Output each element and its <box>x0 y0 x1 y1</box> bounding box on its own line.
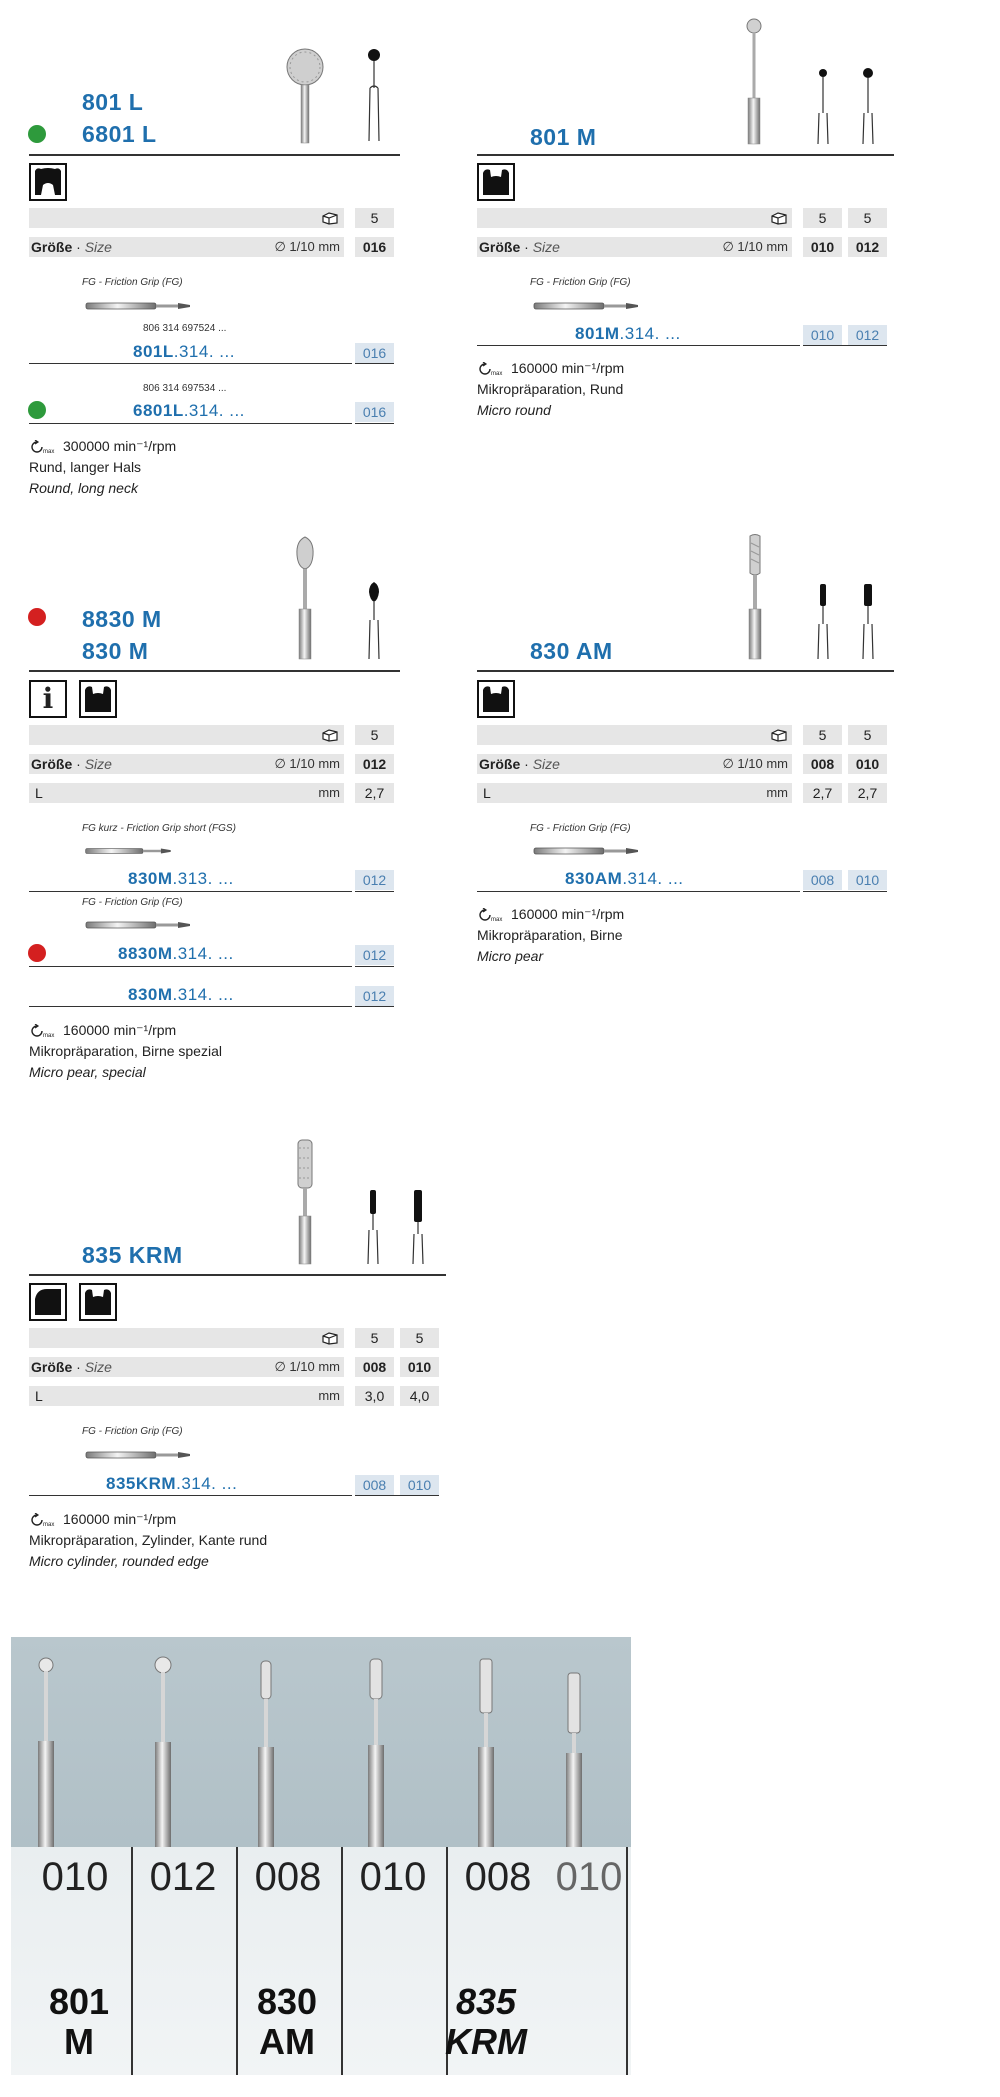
size-value: 012 <box>355 754 394 774</box>
rpm-icon <box>29 1024 57 1038</box>
size-value: 008 <box>803 754 842 774</box>
underline <box>477 891 800 892</box>
order-size[interactable]: 010 <box>848 870 887 890</box>
product-title-835krm: 835 KRM <box>82 1242 183 1268</box>
max-rpm: 160000 min⁻¹/rpm <box>63 1511 177 1527</box>
product-title-6801l: 6801 L <box>82 121 157 147</box>
order-size[interactable]: 010 <box>400 1475 439 1495</box>
size-value: 012 <box>848 237 887 257</box>
underline <box>355 966 394 967</box>
size-value: 016 <box>355 237 394 257</box>
bur-outline-830am-010 <box>857 582 879 660</box>
size-unit: ∅ 1/10 mm <box>722 756 788 771</box>
size-label: Größe · Size <box>31 239 112 255</box>
tooth-icon <box>477 680 515 718</box>
bur-image-830am <box>740 533 770 660</box>
order-code[interactable]: 8830M.314. ... <box>118 944 234 963</box>
order-code[interactable]: 801M.314. ... <box>575 324 681 343</box>
status-dot-green <box>28 401 46 419</box>
order-size[interactable]: 008 <box>355 1475 394 1495</box>
bur-image-830m <box>290 535 320 660</box>
order-size[interactable]: 008 <box>803 870 842 890</box>
package-icon <box>771 728 787 742</box>
pack-row <box>477 208 792 228</box>
underline <box>29 966 352 967</box>
bur-outline-801m-012 <box>857 68 879 145</box>
underline <box>355 423 394 424</box>
shank-type-label: FG - Friction Grip (FG) <box>82 277 183 288</box>
rpm-icon <box>29 440 57 454</box>
pack-qty: 5 <box>355 725 394 745</box>
bur-outline-830m <box>362 580 387 660</box>
bur-image-801m <box>740 18 770 145</box>
description-en: Micro pear, special <box>29 1064 146 1080</box>
bur-outline-830am-008 <box>812 582 834 660</box>
pack-qty: 5 <box>355 208 394 228</box>
order-size[interactable]: 016 <box>355 402 394 422</box>
pack-row <box>29 208 344 228</box>
underline <box>29 891 352 892</box>
status-dot-green <box>28 125 46 143</box>
underline <box>29 1495 352 1496</box>
shank-type-label: FG - Friction Grip (FG) <box>530 823 631 834</box>
length-value: 3,0 <box>355 1386 394 1406</box>
description-en: Micro cylinder, rounded edge <box>29 1553 209 1569</box>
size-unit: ∅ 1/10 mm <box>722 239 788 254</box>
pack-qty: 5 <box>848 208 887 228</box>
order-code[interactable]: 830M.314. ... <box>128 985 234 1004</box>
ref-number: 806 314 697524 ... <box>143 323 227 334</box>
package-icon <box>322 211 338 225</box>
bur-image-835krm <box>290 1138 320 1265</box>
size-value: 010 <box>803 237 842 257</box>
photo-bur-830am-008 <box>251 1659 281 1859</box>
underline <box>29 1006 352 1007</box>
size-label: Größe · Size <box>31 1359 112 1375</box>
photo-size: 012 <box>149 1855 217 1899</box>
photo-size: 010 <box>41 1855 109 1899</box>
shank-type-label: FG - Friction Grip (FG) <box>530 277 631 288</box>
divider <box>477 154 894 156</box>
underline <box>803 891 887 892</box>
divider <box>29 1274 446 1276</box>
size-label: Größe · Size <box>479 239 560 255</box>
underline <box>29 363 352 364</box>
photo-label-835krm: 835 KRM <box>445 1981 527 2062</box>
order-code[interactable]: 830M.313. ... <box>128 869 234 888</box>
shank-icon <box>84 919 194 931</box>
description-de: Mikropräparation, Rund <box>477 381 624 397</box>
size-label: Größe · Size <box>479 756 560 772</box>
shank-icon <box>84 300 194 312</box>
order-size[interactable]: 012 <box>355 870 394 890</box>
length-unit: mm <box>766 785 788 800</box>
package-icon <box>322 728 338 742</box>
underline <box>355 363 394 364</box>
length-unit: mm <box>318 785 340 800</box>
status-dot-red <box>28 944 46 962</box>
tooth-icon <box>79 680 117 718</box>
divider <box>477 670 894 672</box>
tooth-icon <box>29 1283 67 1321</box>
shank-short-icon <box>84 845 174 857</box>
product-title-8830m: 8830 M <box>82 606 162 632</box>
pack-qty: 5 <box>803 208 842 228</box>
max-rpm: 160000 min⁻¹/rpm <box>511 360 625 376</box>
underline <box>803 345 887 346</box>
product-title-830am: 830 AM <box>530 638 613 664</box>
shank-icon <box>532 300 642 312</box>
tooth-icon <box>79 1283 117 1321</box>
pack-qty: 5 <box>400 1328 439 1348</box>
description-de: Mikropräparation, Zylinder, Kante rund <box>29 1532 268 1548</box>
order-size[interactable]: 012 <box>848 325 887 345</box>
size-unit: ∅ 1/10 mm <box>274 239 340 254</box>
description-en: Round, long neck <box>29 480 138 496</box>
product-title-801l: 801 L <box>82 89 144 115</box>
photo-bur-835krm-008 <box>471 1657 501 1857</box>
photo-label-830am: 830 AM <box>256 1981 318 2062</box>
bur-image-801l <box>285 45 330 145</box>
pack-qty: 5 <box>848 725 887 745</box>
order-code[interactable]: 835KRM.314. ... <box>106 1474 238 1493</box>
order-code[interactable]: 830AM.314. ... <box>565 869 684 888</box>
divider <box>29 670 400 672</box>
size-value: 010 <box>848 754 887 774</box>
order-size[interactable]: 012 <box>355 945 394 965</box>
ref-number: 806 314 697534 ... <box>143 383 227 394</box>
rpm-icon <box>477 362 505 376</box>
pack-qty: 5 <box>355 1328 394 1348</box>
max-rpm: 160000 min⁻¹/rpm <box>511 906 625 922</box>
shank-type-label: FG - Friction Grip (FG) <box>82 1426 183 1437</box>
pack-row <box>29 1328 344 1348</box>
underline <box>477 345 800 346</box>
bur-outline-801m-010 <box>812 68 834 145</box>
underline <box>29 423 352 424</box>
length-value: 2,7 <box>803 783 842 803</box>
photo-bur-830am-010 <box>361 1657 391 1857</box>
pack-row <box>29 725 344 745</box>
bur-outline-801l <box>362 48 387 143</box>
length-value: 2,7 <box>355 783 394 803</box>
tooth-icon <box>477 163 515 201</box>
length-value: 4,0 <box>400 1386 439 1406</box>
shank-type-label: FG - Friction Grip (FG) <box>82 897 183 908</box>
photo-size: 010 <box>359 1855 427 1899</box>
description-en: Micro pear <box>477 948 544 964</box>
package-icon <box>771 211 787 225</box>
underline <box>355 891 394 892</box>
underline <box>355 1006 394 1007</box>
shank-icon <box>532 845 642 857</box>
product-title-830m: 830 M <box>82 638 149 664</box>
description-de: Rund, langer Hals <box>29 459 142 475</box>
photo-label-801m: 801 M <box>48 1981 110 2062</box>
pack-row <box>477 725 792 745</box>
rpm-icon <box>477 908 505 922</box>
order-code[interactable]: 6801L.314. ... <box>133 401 245 420</box>
info-icon[interactable]: i <box>29 680 67 718</box>
order-size[interactable]: 012 <box>355 986 394 1006</box>
rpm-icon <box>29 1513 57 1527</box>
length-label: L <box>483 785 491 801</box>
length-label: L <box>35 785 43 801</box>
shank-icon <box>84 1449 194 1461</box>
description-en: Micro round <box>477 402 551 418</box>
order-size[interactable]: 016 <box>355 343 394 363</box>
product-photo <box>11 1637 631 2075</box>
pack-qty: 5 <box>803 725 842 745</box>
length-label: L <box>35 1388 43 1404</box>
photo-size: 010 <box>555 1855 623 1899</box>
length-unit: mm <box>318 1388 340 1403</box>
size-unit: ∅ 1/10 mm <box>274 1359 340 1374</box>
divider <box>29 154 400 156</box>
bur-outline-835krm-008 <box>362 1188 384 1265</box>
size-unit: ∅ 1/10 mm <box>274 756 340 771</box>
photo-size: 008 <box>254 1855 322 1899</box>
tooth-icon <box>29 163 67 201</box>
photo-size: 008 <box>464 1855 532 1899</box>
size-value: 010 <box>400 1357 439 1377</box>
size-value: 008 <box>355 1357 394 1377</box>
max-rpm: 300000 min⁻¹/rpm <box>63 438 177 454</box>
photo-bur-801m-012 <box>148 1655 178 1855</box>
length-value: 2,7 <box>848 783 887 803</box>
order-size[interactable]: 010 <box>803 325 842 345</box>
photo-bur-801m-010 <box>31 1655 61 1855</box>
max-rpm: 160000 min⁻¹/rpm <box>63 1022 177 1038</box>
shank-type-label: FG kurz - Friction Grip short (FGS) <box>82 823 236 834</box>
status-dot-red <box>28 608 46 626</box>
description-de: Mikropräparation, Birne spezial <box>29 1043 222 1059</box>
underline <box>355 1495 439 1496</box>
photo-bur-835krm-010 <box>559 1671 589 1871</box>
package-icon <box>322 1331 338 1345</box>
size-label: Größe · Size <box>31 756 112 772</box>
description-de: Mikropräparation, Birne <box>477 927 623 943</box>
product-title-801m: 801 M <box>530 124 597 150</box>
order-code[interactable]: 801L.314. ... <box>133 342 235 361</box>
bur-outline-835krm-010 <box>407 1188 429 1265</box>
